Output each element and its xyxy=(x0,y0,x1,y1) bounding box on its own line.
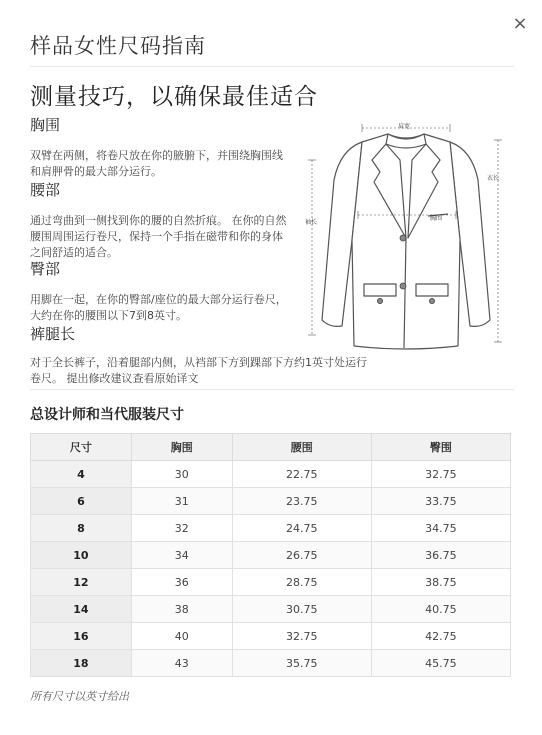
measure-hip xyxy=(30,260,292,324)
table-row xyxy=(31,569,511,596)
cell-waist: 28.75 xyxy=(232,569,371,596)
measure-waist xyxy=(30,181,292,261)
cell-waist: 26.75 xyxy=(232,542,371,569)
length-label: 衣长 xyxy=(487,175,500,182)
table-row xyxy=(31,515,511,542)
cell-size: 12 xyxy=(31,569,132,596)
cell-chest: 30 xyxy=(131,461,232,488)
measure-chest xyxy=(30,116,292,180)
section-divider xyxy=(30,389,514,390)
modal-title: 样品女性尺码指南 xyxy=(30,34,206,58)
table-row xyxy=(31,542,511,569)
measure-hip-text: 用脚在一起，在你的臀部/座位的最大部分运行卷尺，大约在你的腰围以下7到8英寸。 xyxy=(30,293,287,322)
close-icon[interactable]: × xyxy=(512,13,528,34)
header-size: 尺寸 xyxy=(31,434,132,461)
cell-size: 6 xyxy=(31,488,132,515)
cell-hip: 45.75 xyxy=(371,650,510,677)
sleeve-measure-line xyxy=(308,160,316,335)
measure-chest-text: 双臂在两侧，将卷尺放在你的腋腑下，并围绕胸围线和肩胛骨的最大部分运行。 xyxy=(30,149,283,178)
cell-size: 14 xyxy=(31,596,132,623)
table-row xyxy=(31,596,511,623)
cell-hip: 42.75 xyxy=(371,623,510,650)
cell-hip: 36.75 xyxy=(371,542,510,569)
measuring-tips-heading: 测量技巧，以确保最佳适合 xyxy=(30,84,318,110)
cell-waist: 30.75 xyxy=(232,596,371,623)
header-hip: 臀围 xyxy=(371,434,510,461)
cell-waist: 23.75 xyxy=(232,488,371,515)
table-row xyxy=(31,650,511,677)
cell-hip: 38.75 xyxy=(371,569,510,596)
jacket-diagram xyxy=(300,120,515,350)
shoulder-label: 肩宽 xyxy=(398,123,411,130)
cell-waist: 32.75 xyxy=(232,623,371,650)
header-waist: 腰围 xyxy=(232,434,371,461)
jacket-outline xyxy=(322,134,490,349)
cell-waist: 22.75 xyxy=(232,461,371,488)
cell-size: 4 xyxy=(31,461,132,488)
cell-size: 18 xyxy=(31,650,132,677)
cell-chest: 31 xyxy=(131,488,232,515)
cell-hip: 40.75 xyxy=(371,596,510,623)
chest-label: 胸围 xyxy=(430,215,443,222)
cell-chest: 32 xyxy=(131,515,232,542)
footnote: 所有尺寸以英寸给出 xyxy=(30,690,129,703)
cell-waist: 35.75 xyxy=(232,650,371,677)
cell-chest: 43 xyxy=(131,650,232,677)
cell-chest: 34 xyxy=(131,542,232,569)
cell-size: 8 xyxy=(31,515,132,542)
measure-waist-text: 通过弯曲到一侧找到你的腰的自然折痕。 在你的自然腰围周围运行卷尺，保持一个手指在磁带和你的身体之间舒适的适合。 xyxy=(30,214,287,259)
measure-inseam-label: 裤腿长 xyxy=(30,325,76,343)
measure-inseam-text: 对于全长裤子，沿着腿部内侧，从裆部下方到踝部下方约1英寸处运行卷尺。 提出修改建议查看原始译文 xyxy=(30,356,367,385)
size-table xyxy=(30,433,511,677)
sleeve-label: 袖长 xyxy=(305,219,318,226)
table-row xyxy=(31,623,511,650)
measure-hip-label: 臀部 xyxy=(30,260,61,278)
table-row xyxy=(31,488,511,515)
measure-inseam xyxy=(30,325,367,387)
cell-size: 10 xyxy=(31,542,132,569)
cell-hip: 33.75 xyxy=(371,488,510,515)
cell-chest: 40 xyxy=(131,623,232,650)
header-chest: 胸围 xyxy=(131,434,232,461)
title-divider xyxy=(30,66,514,67)
size-table-title: 总设计师和当代服装尺寸 xyxy=(30,407,184,423)
cell-chest: 38 xyxy=(131,596,232,623)
length-measure-line xyxy=(494,140,502,342)
table-row xyxy=(31,461,511,488)
cell-chest: 36 xyxy=(131,569,232,596)
cell-hip: 32.75 xyxy=(371,461,510,488)
measure-chest-label: 胸围 xyxy=(30,116,61,134)
size-table-header-row xyxy=(31,434,511,461)
cell-hip: 34.75 xyxy=(371,515,510,542)
cell-waist: 24.75 xyxy=(232,515,371,542)
cell-size: 16 xyxy=(31,623,132,650)
measure-waist-label: 腰部 xyxy=(30,181,61,199)
